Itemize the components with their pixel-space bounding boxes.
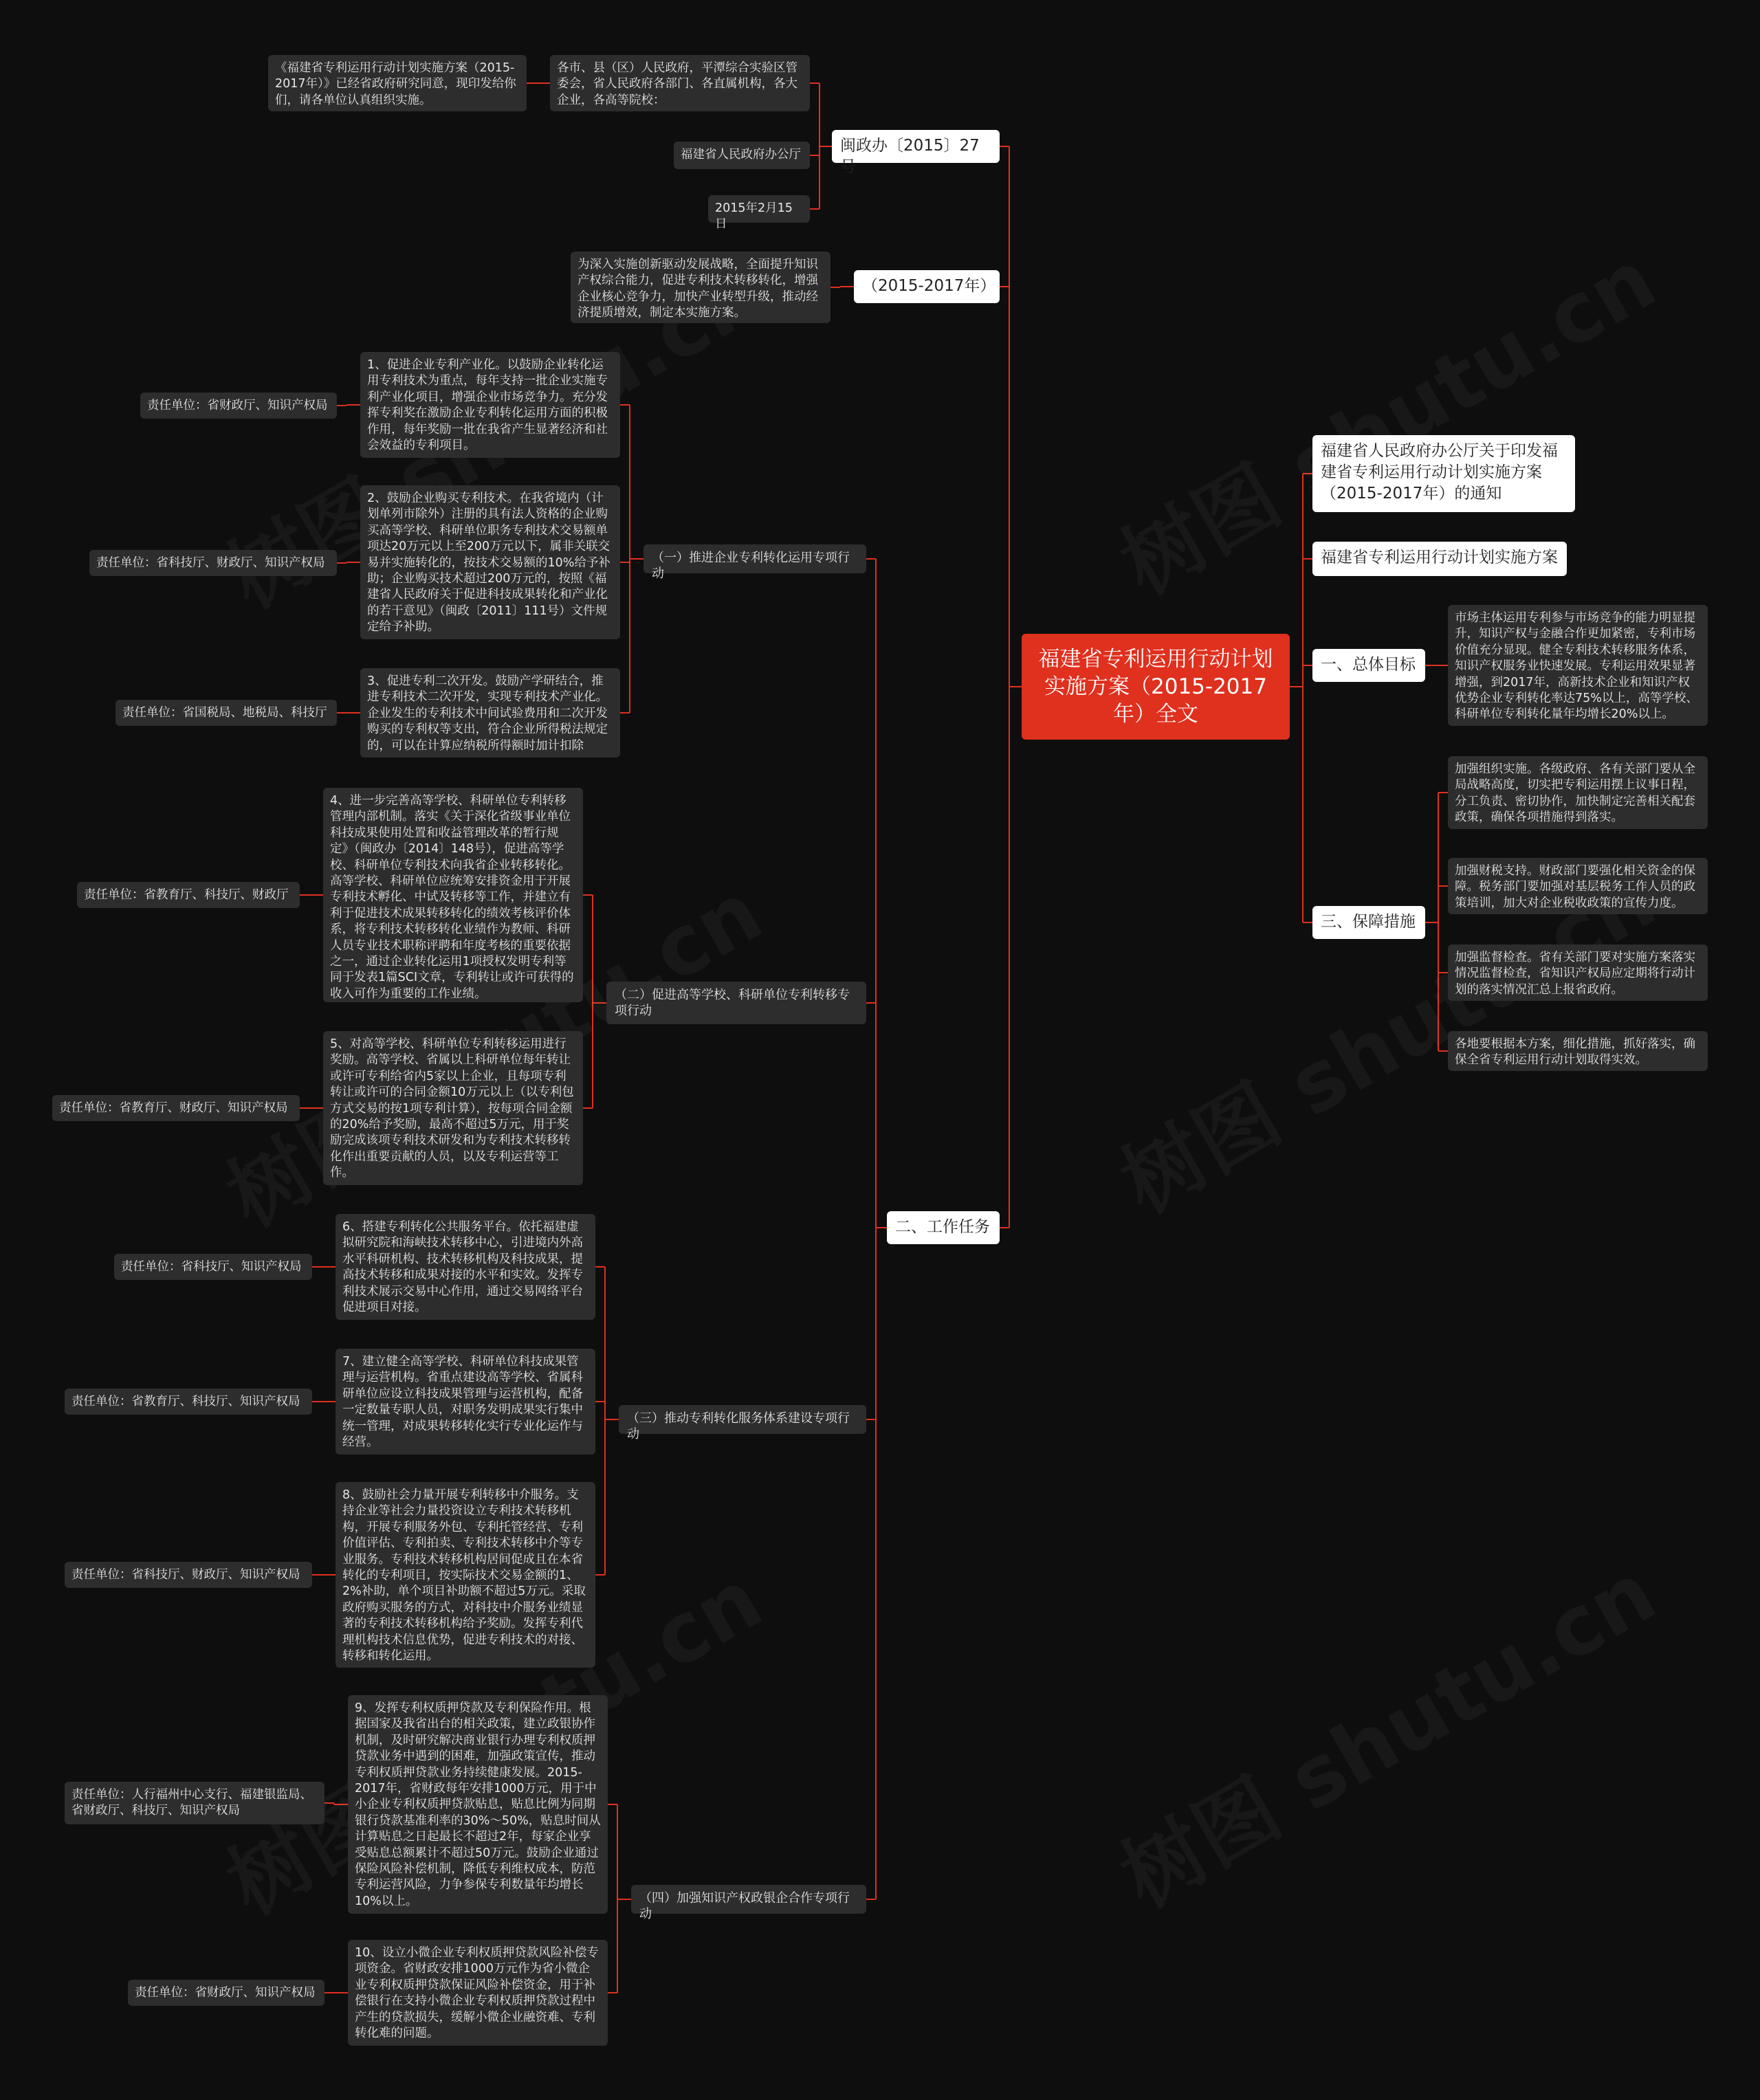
topic-safeguard-measures[interactable]: 三、保障措施: [1312, 906, 1425, 939]
responsible-units[interactable]: 责任单位：省教育厅、科技厅、知识产权局: [65, 1389, 312, 1415]
topic-notice-title[interactable]: 福建省人民政府办公厅关于印发福建省专利运用行动计划实施方案（2015-2017年）的通知: [1312, 435, 1575, 512]
responsible-units[interactable]: 责任单位：人行福州中心支行、福建银监局、省财政厅、科技厅、知识产权局: [65, 1782, 324, 1824]
responsible-units[interactable]: 责任单位：省科技厅、知识产权局: [114, 1254, 312, 1280]
topic-plan-title[interactable]: 福建省专利运用行动计划实施方案: [1312, 542, 1567, 576]
measure-item[interactable]: 加强监督检查。省有关部门要对实施方案落实情况监督检查，省知识产权局应定期将行动计划的落实情况汇总上报省政府。: [1448, 944, 1708, 1001]
task-item[interactable]: 4、进一步完善高等学校、科研单位专利转移管理内部机制。落实《关于深化省级事业单位科技成果使用处置和收益管理改革的暂行规定》（闽政办〔2014〕148号），促进高等学校、科研单位专利技术向我省企业转移转化。高等学校、科研单位应统筹安排资金用于开展专利技术孵化、中试及转移等工作，并建立有利于促进技术成果转移转化的绩效考核评价体系，将专利技术转移转化业绩作为教师、科研人员专业技术职称评聘和年度考核的重要依据之一，通过企业转化运用1项授权发明专利等同于发表1篇SCI文章，专利转让或许可获得的收入可作为重要的工作业绩。: [323, 788, 583, 1002]
task-item[interactable]: 1、促进企业专利产业化。以鼓励企业转化运用专利技术为重点，每年支持一批企业实施专利产业化项目，增强企业市场竞争力。充分发挥专利奖在激励企业专利转化运用方面的积极作用，每年奖励一批在我省产生显著经济和社会效益的专利项目。: [360, 352, 620, 458]
notice-issuer[interactable]: 福建省人民政府办公厅: [674, 142, 810, 169]
task-item[interactable]: 6、搭建专利转化公共服务平台。依托福建虚拟研究院和海峡技术转移中心，引进境内外高水平科研机构、技术转移机构及科技成果，提高技术转移和成果对接的水平和实效。发挥专利技术展示交易中心作用，通过交易网络平台促进项目对接。: [336, 1214, 595, 1320]
period-purpose-text[interactable]: 为深入实施创新驱动发展战略，全面提升知识产权综合能力，促进专利技术转移转化，增强企业核心竞争力，加快产业转型升级，推动经济提质增效，制定本实施方案。: [571, 252, 830, 323]
responsible-units[interactable]: 责任单位：省科技厅、财政厅、知识产权局: [89, 550, 337, 576]
measure-item[interactable]: 加强财税支持。财政部门要强化相关资金的保障。税务部门要加强对基层税务工作人员的政策培训，加大对企业税收政策的宣传力度。: [1448, 858, 1708, 914]
task-item[interactable]: 10、设立小微企业专利权质押贷款风险补偿专项资金。省财政安排1000万元作为省小微企业专利权质押贷款保证风险补偿资金，用于补偿银行在支持小微企业专利权质押贷款过程中产生的贷款损失，缓解小微企业融资难、专利转化难的问题。: [348, 1940, 608, 2046]
task-item[interactable]: 3、促进专利二次开发。鼓励产学研结合，推进专利技术二次开发，实现专利技术产业化。企业发生的专利技术中间试验费用和二次开发购买的专利权等支出，符合企业所得税法规定的，可以在计算应纳税所得额时加计扣除: [360, 668, 620, 758]
responsible-units[interactable]: 责任单位：省科技厅、财政厅、知识产权局: [65, 1562, 312, 1588]
topic-period[interactable]: （2015-2017年）: [854, 270, 1000, 303]
task-item[interactable]: 2、鼓励企业购买专利技术。在我省境内（计划单列市除外）注册的具有法人资格的企业购买高等学校、科研单位职务专利技术交易额单项达20万元以上至200万元以下，属非关联交易并实施转化的，按技术交易额的10%给予补助；企业购买技术超过200万元的，按照《福建省人民政府关于促进科技成果转化和产业化的若干意见》（闽政〔2011〕111号）文件规定给予补助。: [360, 485, 620, 639]
task-item[interactable]: 7、建立健全高等学校、科研单位科技成果管理与运营机构。省重点建设高等学校、省属科研单位应设立科技成果管理与运营机构，配备一定数量专职人员，对职务发明成果实行集中统一管理，对成果转移转化实行专业化运作与经营。: [336, 1349, 595, 1455]
task-section-4[interactable]: （四）加强知识产权政银企合作专项行动: [631, 1885, 866, 1914]
measure-item[interactable]: 各地要根据本方案，细化措施，抓好落实，确保全省专利运用行动计划取得实效。: [1448, 1031, 1708, 1071]
responsible-units[interactable]: 责任单位：省财政厅、知识产权局: [128, 1980, 324, 2006]
notice-date[interactable]: 2015年2月15日: [708, 195, 810, 223]
responsible-units[interactable]: 责任单位：省财政厅、知识产权局: [140, 393, 337, 419]
root-topic[interactable]: 福建省专利运用行动计划实施方案（2015-2017年）全文: [1022, 634, 1290, 740]
topic-overall-goal[interactable]: 一、总体目标: [1312, 649, 1425, 682]
task-item[interactable]: 5、对高等学校、科研单位专利转移运用进行奖励。高等学校、省属以上科研单位每年转让或许可专利给省内5家以上企业，且每项专利转让或许可的合同金额10万元以上（以专利包方式交易的按1项专利计算），按每项合同金额的20%给予奖励，最高不超过5万元，用于奖励完成该项专利技术研发和为专利技术转移转化作出重要贡献的人员，以及专利运营等工作。: [323, 1031, 583, 1185]
task-item[interactable]: 8、鼓励社会力量开展专利转移中介服务。支持企业等社会力量投资设立专利技术转移机构，开展专利服务外包、专利托管经营、专利价值评估、专利拍卖、专利技术转移中介等专业服务。专利技术转移机构居间促成且在本省转化的专利项目，按实际技术交易金额的1、2%补助，单个项目补助额不超过5万元。采取政府购买服务的方式，对科技中介服务业绩显著的专利技术转移机构给予奖励。发挥专利代理机构技术信息优势，促进专利技术的对接、转移和转化运用。: [336, 1482, 595, 1668]
notice-recipients[interactable]: 各市、县（区）人民政府，平潭综合实验区管委会，省人民政府各部门、各直属机构，各大企业，各高等院校：: [550, 55, 810, 111]
responsible-units[interactable]: 责任单位：省国税局、地税局、科技厅: [116, 700, 337, 726]
task-item[interactable]: 9、发挥专利权质押贷款及专利保险作用。根据国家及我省出台的相关政策，建立政银协作机制，及时研究解决商业银行办理专利权质押贷款业务中遇到的困难，加强政策宣传，推动专利权质押贷款业务持续健康发展。2015-2017年，省财政每年安排1000万元，用于中小企业专利权质押贷款贴息，贴息比例为同期银行贷款基准利率的30%～50%，贴息时间从计算贴息之日起最长不超过2年，每家企业享受贴息总额累计不超过50万元。鼓励企业通过保险风险补偿机制，降低专利维权成本，防范专利运营风险，力争参保专利数量年均增长10%以上。: [348, 1695, 608, 1914]
task-section-1[interactable]: （一）推进企业专利转化运用专项行动: [644, 544, 866, 573]
overall-goal-text[interactable]: 市场主体运用专利参与市场竞争的能力明显提升，知识产权与金融合作更加紧密，专利市场价值充分显现。健全专利技术转移服务体系，知识产权服务业快速发展。专利运用效果显著增强，到2017年，高新技术企业和知识产权优势企业专利转化率达75%以上，高等学校、科研单位专利转化量年均增长20%以上。: [1448, 605, 1708, 726]
measure-item[interactable]: 加强组织实施。各级政府、各有关部门要从全局战略高度，切实把专利运用摆上议事日程，分工负责、密切协作，加快制定完善相关配套政策，确保各项措施得到落实。: [1448, 756, 1708, 829]
topic-work-tasks[interactable]: 二、工作任务: [887, 1211, 1000, 1244]
responsible-units[interactable]: 责任单位：省教育厅、财政厅、知识产权局: [52, 1095, 300, 1121]
task-section-3[interactable]: （三）推动专利转化服务体系建设专项行动: [619, 1405, 866, 1434]
responsible-units[interactable]: 责任单位：省教育厅、科技厅、财政厅: [77, 882, 300, 908]
topic-document-number[interactable]: 闽政办〔2015〕27号: [832, 130, 1000, 163]
task-section-2[interactable]: （二）促进高等学校、科研单位专利转移专项行动: [606, 982, 866, 1024]
notice-body[interactable]: 《福建省专利运用行动计划实施方案（2015-2017年）》已经省政府研究同意，现印发给你们，请各单位认真组织实施。: [268, 55, 527, 111]
